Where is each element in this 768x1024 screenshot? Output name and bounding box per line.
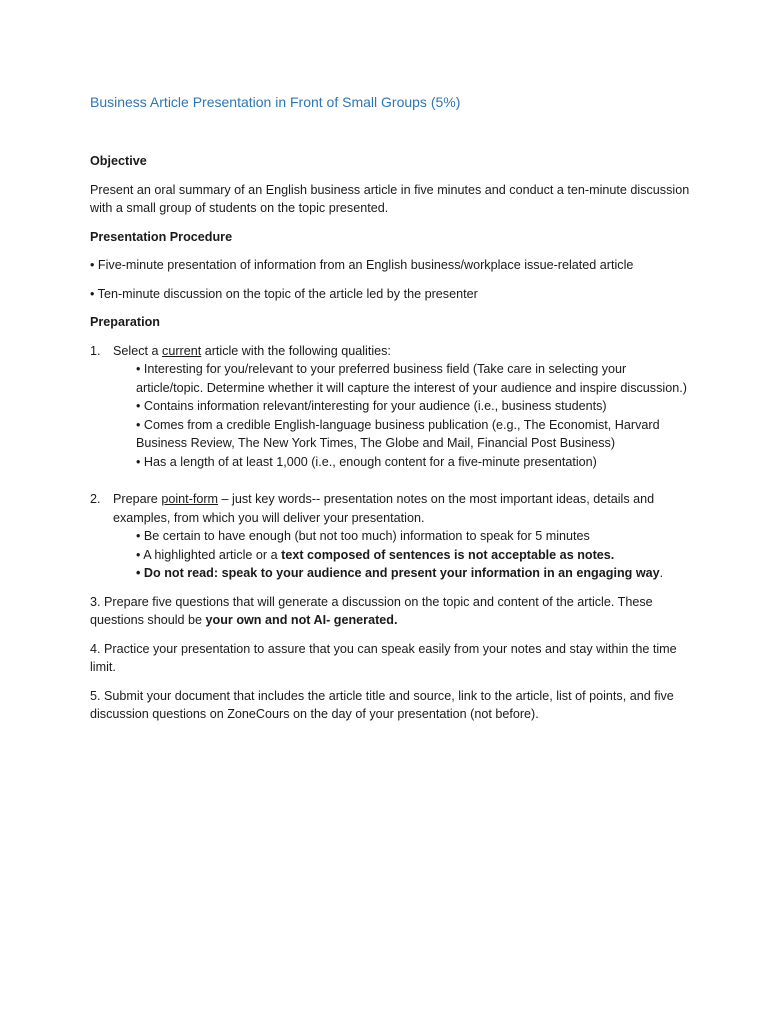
step-3-bold-text: your own and not AI- generated.: [205, 613, 398, 627]
step-1-underlined: current: [162, 343, 202, 358]
document-content: [90, 92, 690, 734]
step-2-text-post: – just key words-- presentation notes on the most important ideas, details and examples, from which you will deliver your presentation.: [113, 492, 655, 525]
preparation-step-4: 4. Practice your presentation to assure that you can speak easily from your notes and stay within the time limit.: [90, 641, 677, 674]
step-2-underlined: point-form: [161, 492, 219, 506]
bullet-bold-text: • Do not read: speak to your audience and present your information in an engaging way: [136, 566, 660, 580]
procedure-heading: Presentation Procedure: [90, 229, 233, 244]
preparation-step-1: [90, 342, 690, 361]
step-number: 1.: [90, 343, 101, 358]
step-2-bullet: [113, 564, 690, 583]
preparation-step-5: 5. Submit your document that includes the article title and source, link to the article, list of points, and five discussion questions on ZoneCours on the day of your presentation (not before).: [90, 688, 674, 721]
bullet-bold-text: text composed of sentences is not acceptable as notes.: [281, 547, 615, 562]
step-number: 2.: [90, 492, 101, 506]
step-1-text-post: article with the following qualities:: [201, 343, 391, 358]
document-title: Business Article Presentation in Front of Small Groups (5%): [90, 94, 461, 110]
bullet-text: • A highlighted article or a: [136, 547, 282, 562]
step-3-text: 3. Prepare five questions that will generate a discussion on the topic and content of the article. These questions should be: [90, 594, 653, 627]
preparation-step-3: [90, 593, 690, 630]
step-body: [113, 490, 690, 527]
objective-heading: Objective: [90, 154, 147, 168]
step-1-bullet: • Interesting for you/relevant to your preferred business field (Take care in selecting your article/topic. Determine whether it will capture the interest of your audience and inspire discussion.): [136, 362, 687, 395]
preparation-step-2: [90, 490, 690, 527]
bullet-text: .: [659, 566, 664, 580]
preparation-heading: Preparation: [90, 315, 160, 329]
step-1-text-pre: Select a: [113, 343, 163, 358]
step-2-bullet: • Be certain to have enough (but not too much) information to speak for 5 minutes: [136, 529, 590, 543]
step-2-text-pre: Prepare: [113, 492, 162, 506]
step-body: [113, 342, 690, 361]
step-2-bullet: [113, 546, 690, 565]
step-1-bullets: [90, 360, 690, 471]
procedure-item-1: • Five-minute presentation of information from an English business/workplace issue-related article: [90, 258, 634, 272]
procedure-item-2: • Ten-minute discussion on the topic of the article led by the presenter: [90, 286, 478, 301]
spacer: [90, 583, 690, 593]
step-2-bullets: [90, 527, 690, 583]
spacer: [90, 471, 690, 490]
step-1-bullet: • Contains information relevant/interesting for your audience (i.e., business students): [136, 399, 607, 413]
step-1-bullet: • Has a length of at least 1,000 (i.e., enough content for a five-minute presentation): [136, 454, 597, 469]
objective-text: Present an oral summary of an English business article in five minutes and conduct a ten-minute discussion with a small group of students on the topic presented.: [90, 182, 690, 215]
step-1-bullet: • Comes from a credible English-language business publication (e.g., The Economist, Harvard Business Review, The New York Times, The Globe and Mail, Financial Post Business): [136, 417, 660, 450]
